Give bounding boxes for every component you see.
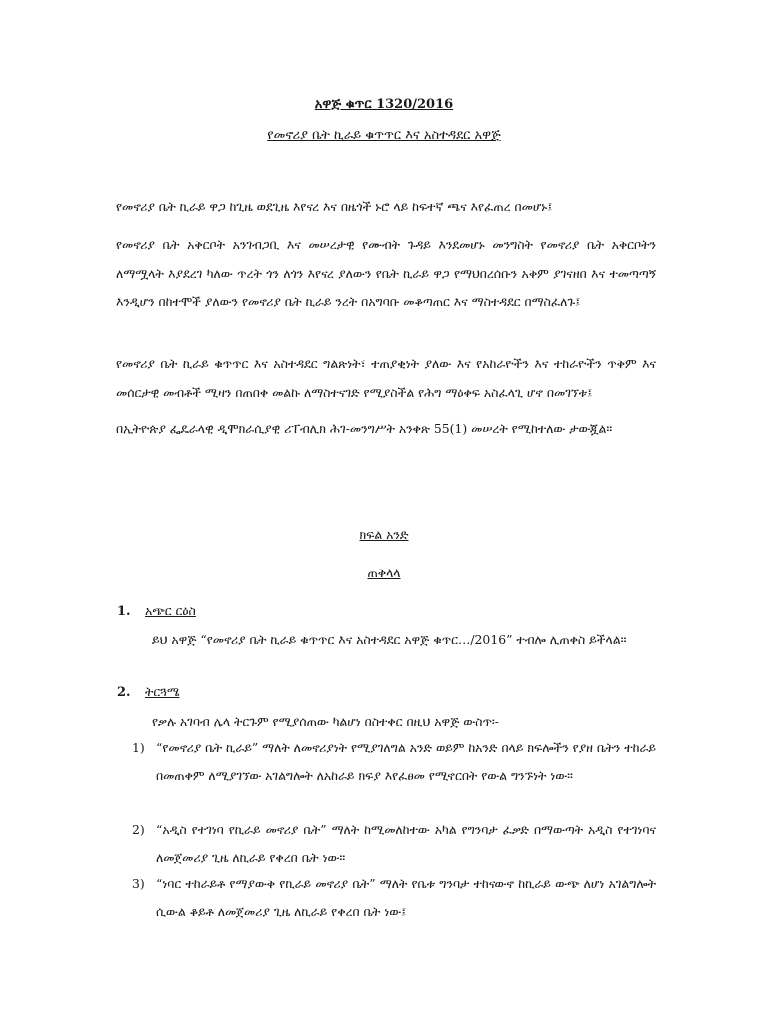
proclamation-number-title: አዋጅ ቁጥር 1320/2016 — [314, 97, 454, 112]
definition-item — [132, 816, 656, 871]
definition-text: “ነባር ተከራይቶ የማያውቅ የኪራይ መኖሪያ ቤት” ማለት የቤቱ ግንባታ ተከናውኖ ከኪራይ ውጭ ለሆነ አገልግሎት ሲውል ቆይቶ ለመጀመሪያ ጊዜ ለኪራይ የቀረበ ቤት ነው፤ — [156, 876, 656, 919]
definition-text: “የመኖሪያ ቤት ኪራይ” ማለት ለመኖሪያነት የሚያገለግል አንድ ወይም ከአንድ በላይ ክፍሎችን የያዘ ቤትን ተከራይ በመጠቀም ለሚያገኘው አገልግሎት ለአከራይ ክፍያ እየፈፀመ የሚኖርበት የውል ግንኙነት ነው። — [156, 740, 656, 783]
definition-number: 1) — [132, 740, 145, 755]
article-1-number: 1. — [117, 604, 131, 619]
preamble-paragraph-3: የመኖሪያ ቤት ኪራይ ቁጥጥር እና አስተዳደር ግልጽነት፣ ተጠያቂነት ያለው እና የአከራዮችን እና ተከራዮችን ጥቅም እና መሰርታዊ መብቶች ሚዛን በጠበቀ መልኩ ለማስተናገድ የሚያስችል የሕግ ማዕቀፍ አስፈላጊ ሆኖ በመገኘቱ፤ — [116, 356, 656, 400]
article-2-body: የቃሉ አገባብ ሌላ ትርጉም የሚያሰጠው ካልሆነ በስተቀር በዚህ አዋጅ ውስጥ፡- — [152, 714, 499, 729]
article-2-number: 2. — [117, 685, 131, 700]
definition-item — [132, 734, 656, 789]
definition-number: 2) — [132, 822, 145, 837]
section-heading: ጠቅላላ — [367, 565, 401, 580]
article-2-title: ትርጓሜ — [145, 684, 180, 699]
preamble-paragraph-2: የመኖሪያ ቤት አቅርቦት አንገብጋቢ እና መሠረታዊ የሙብት ጉዳይ እንደመሆኑ መንግስት የመኖሪያ ቤት አቅርቦትን ለማሟላት እያደረገ ካለው ጥረት ጎን ለጎን እየናረ ያለውን የቤት ኪራይ ዋጋ የማህበረሰቡን አቅም ያገናዘበ እና ተመጣጣኝ እንዲሆን በከተሞች ያለውን የመኖሪያ ቤት ኪራይ ንረት በአግባቡ መቆጣጠር እና ማስተዳደር በማስፈለጉ፤ — [116, 237, 656, 309]
article-1-body: ይህ አዋጅ “የመኖሪያ ቤት ኪራይ ቁጥጥር እና አስተዳደር አዋጅ ቁጥር…/2016” ተብሎ ሊጠቀስ ይችላል። — [152, 632, 627, 647]
definition-text: “አዲስ የተገነባ የኪራይ መኖሪያ ቤት” ማለት ከሚመለከተው አካል የግንባታ ፈቃድ በማውጣት አዲስ የተገነባና ለመጀመሪያ ጊዜ ለኪራይ የቀረበ ቤት ነው። — [156, 822, 656, 865]
article-2-heading — [117, 684, 179, 700]
preamble-paragraph-1: የመኖሪያ ቤት ኪራይ ዋጋ ከጊዜ ወደጊዜ እየናረ እና በዜጎች ኑሮ ላይ ከፍተኛ ጫና እየፈጠረ በመሆኑ፤ — [116, 199, 553, 214]
preamble-paragraph-4: በኢትዮጵያ ፌዴራላዊ ዲሞክራሲያዊ ሪፐብሊክ ሕገ-መንግሥት አንቀጽ 55(1) መሠረት የሚከተለው ታውጇል። — [116, 421, 613, 436]
definition-item — [132, 870, 656, 925]
definition-number: 3) — [132, 876, 145, 891]
part-heading: ክፍል አንድ — [359, 527, 409, 542]
article-1-title: አጭር ርዕስ — [145, 603, 196, 618]
proclamation-name-title: የመኖሪያ ቤት ኪራይ ቁጥጥር እና አስተዳደር አዋጅ — [267, 128, 501, 143]
article-1-heading — [117, 603, 196, 619]
